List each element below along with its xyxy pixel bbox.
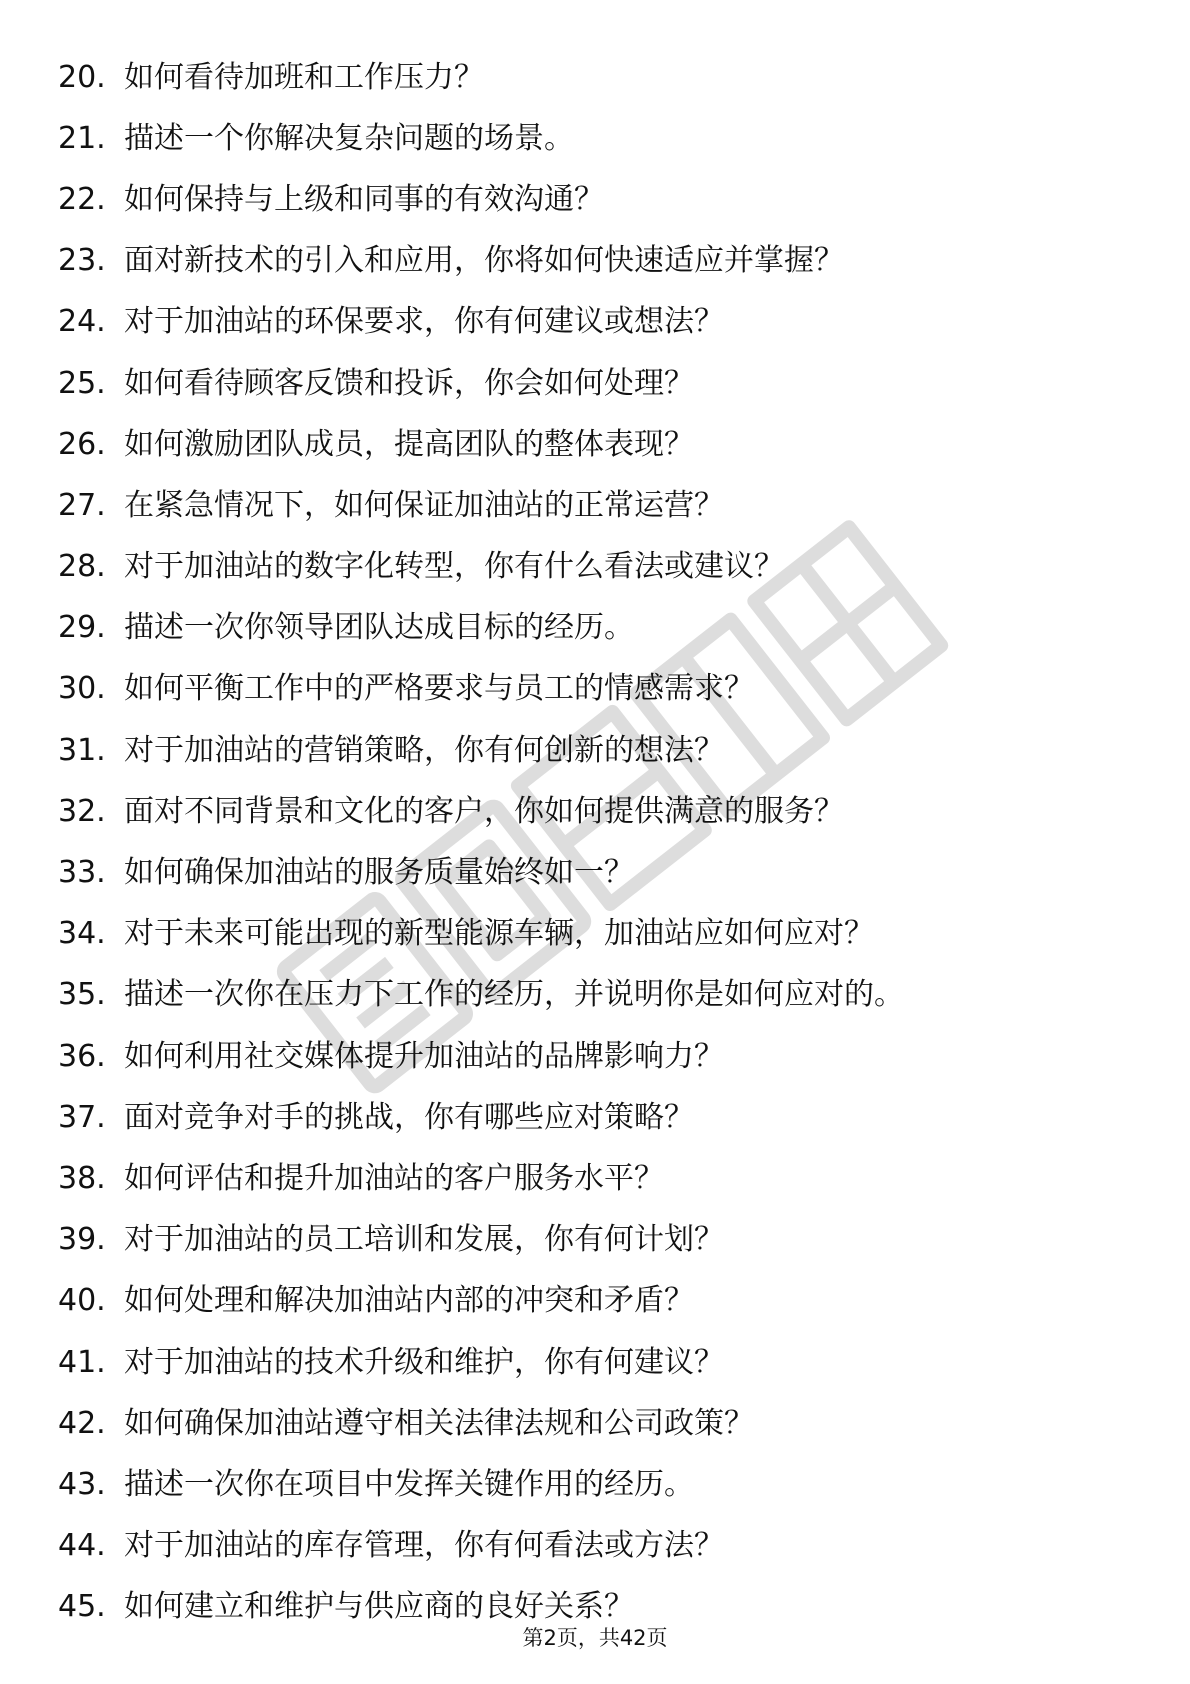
list-item [58,781,1138,842]
question-text: 对于加油站的营销策略，你有何创新的想法？ [124,732,724,768]
list-item [58,353,1138,414]
question-number: 22. [58,181,106,217]
question-text: 在紧急情况下，如何保证加油站的正常运营？ [124,487,724,523]
question-number: 26. [58,426,106,462]
list-item [58,1087,1138,1148]
question-number: 20. [58,59,106,95]
question-text: 如何处理和解决加油站内部的冲突和矛盾？ [124,1283,694,1319]
question-text: 如何评估和提升加油站的客户服务水平？ [124,1160,664,1196]
question-text: 如何平衡工作中的严格要求与员工的情感需求？ [124,671,754,707]
question-number: 31. [58,732,106,768]
list-item [58,842,1138,903]
list-item [58,414,1138,475]
question-text: 对于加油站的库存管理，你有何看法或方法？ [124,1528,724,1564]
question-number: 37. [58,1099,106,1135]
question-list [58,47,1138,1638]
question-text: 面对新技术的引入和应用，你将如何快速适应并掌握？ [124,243,844,279]
question-text: 对于加油站的环保要求，你有何建议或想法？ [124,304,724,340]
list-item [58,904,1138,965]
question-number: 21. [58,120,106,156]
question-text: 对于加油站的员工培训和发展，你有何计划？ [124,1222,724,1258]
question-text: 描述一次你在项目中发挥关键作用的经历。 [124,1466,694,1502]
question-number: 24. [58,304,106,340]
list-item [58,1271,1138,1332]
list-item [58,1026,1138,1087]
list-item [58,231,1138,292]
question-number: 45. [58,1589,106,1625]
question-text: 如何确保加油站的服务质量始终如一？ [124,855,634,891]
page-number: 第2页，共42页 [522,1626,668,1650]
list-item [58,47,1138,108]
question-text: 对于加油站的技术升级和维护，你有何建议？ [124,1344,724,1380]
question-number: 25. [58,365,106,401]
question-text: 面对竞争对手的挑战，你有哪些应对策略？ [124,1099,694,1135]
list-item [58,1454,1138,1515]
question-number: 27. [58,487,106,523]
question-number: 44. [58,1528,106,1564]
question-text: 描述一次你领导团队达成目标的经历。 [124,610,634,646]
question-number: 38. [58,1160,106,1196]
list-item [58,965,1138,1026]
list-item [58,659,1138,720]
list-item [58,720,1138,781]
list-item [58,1210,1138,1271]
question-text: 面对不同背景和文化的客户，你如何提供满意的服务？ [124,793,844,829]
question-number: 43. [58,1466,106,1502]
question-number: 40. [58,1283,106,1319]
question-text: 描述一个你解决复杂问题的场景。 [124,120,574,156]
question-number: 28. [58,549,106,585]
question-number: 42. [58,1405,106,1441]
list-item [58,1516,1138,1577]
question-text: 对于加油站的数字化转型，你有什么看法或建议？ [124,549,784,585]
list-item [58,537,1138,598]
question-number: 33. [58,855,106,891]
question-number: 35. [58,977,106,1013]
list-item [58,1332,1138,1393]
question-text: 对于未来可能出现的新型能源车辆，加油站应如何应对？ [124,916,874,952]
question-text: 如何确保加油站遵守相关法律法规和公司政策？ [124,1405,754,1441]
list-item [58,292,1138,353]
list-item [58,1393,1138,1454]
list-item [58,108,1138,169]
list-item [58,169,1138,230]
list-item [58,598,1138,659]
question-number: 41. [58,1344,106,1380]
list-item [58,475,1138,536]
question-number: 29. [58,610,106,646]
list-item [58,1148,1138,1209]
question-text: 如何建立和维护与供应商的良好关系？ [124,1589,634,1625]
question-number: 23. [58,243,106,279]
question-number: 34. [58,916,106,952]
question-text: 描述一次你在压力下工作的经历，并说明你是如何应对的。 [124,977,904,1013]
question-text: 如何看待顾客反馈和投诉，你会如何处理？ [124,365,694,401]
question-text: 如何保持与上级和同事的有效沟通？ [124,181,604,217]
question-number: 30. [58,671,106,707]
question-number: 39. [58,1222,106,1258]
question-text: 如何激励团队成员，提高团队的整体表现？ [124,426,694,462]
question-text: 如何利用社交媒体提升加油站的品牌影响力？ [124,1038,724,1074]
question-number: 32. [58,793,106,829]
question-text: 如何看待加班和工作压力？ [124,59,484,95]
question-number: 36. [58,1038,106,1074]
